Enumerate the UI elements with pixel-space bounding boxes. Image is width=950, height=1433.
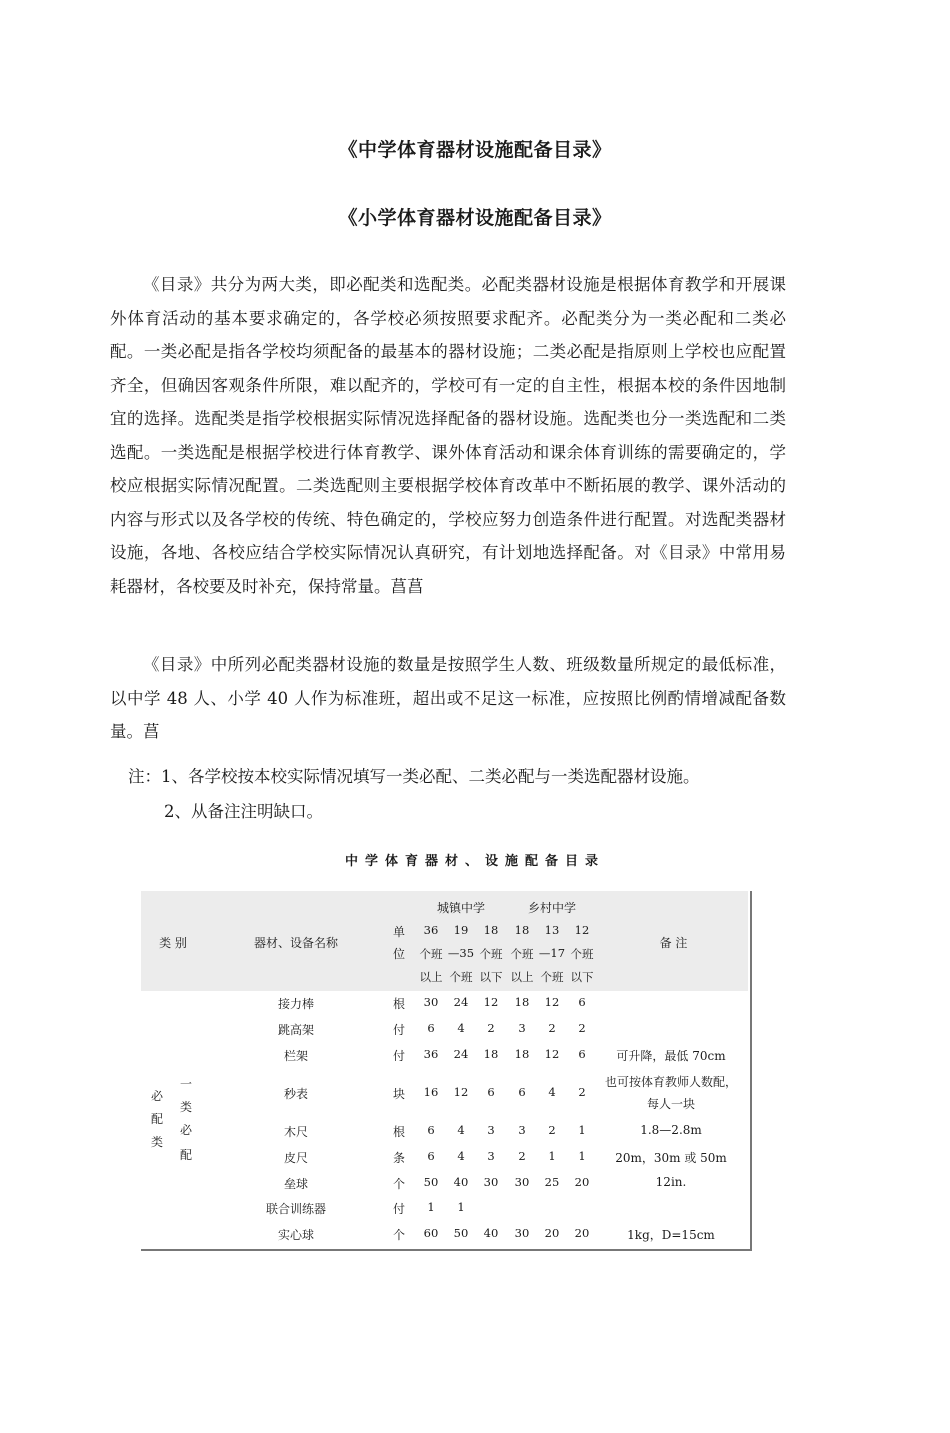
table-cell-value: 12 bbox=[453, 1085, 469, 1099]
table-cell-value: 6 bbox=[427, 1123, 435, 1137]
table-row-remark: 12in. bbox=[655, 1175, 687, 1189]
table-cell-value: 1 bbox=[457, 1200, 465, 1214]
table-cell-value: 30 bbox=[514, 1175, 530, 1189]
equipment-table bbox=[141, 891, 752, 1251]
table-cell-value: 6 bbox=[427, 1149, 435, 1163]
table-cell-value: 6 bbox=[578, 1047, 586, 1061]
table-cell-value: 50 bbox=[453, 1226, 469, 1240]
header-name: 器材、设备名称 bbox=[253, 936, 338, 950]
table-cell-value: 2 bbox=[578, 1021, 586, 1035]
header-col-2-line-1: 19 bbox=[453, 923, 469, 937]
header-urban: 城镇中学 bbox=[436, 901, 485, 915]
header-col-4-line-2: 个班 bbox=[510, 947, 534, 961]
category-minor-2: 类 bbox=[179, 1100, 192, 1114]
table-cell-value: 40 bbox=[453, 1175, 469, 1189]
table-cell-value: 1 bbox=[578, 1123, 586, 1137]
table-cell-value: 12 bbox=[483, 995, 499, 1009]
header-col-5-line-3: 个班 bbox=[540, 970, 564, 984]
header-col-5-line-1: 13 bbox=[544, 923, 560, 937]
table-row-name: 栏架 bbox=[283, 1049, 308, 1063]
table-cell-value: 2 bbox=[578, 1085, 586, 1099]
table-cell-value: 30 bbox=[423, 995, 439, 1009]
table-row-name: 垒球 bbox=[283, 1177, 308, 1191]
title-primary-school: 《小学体育器材设施配备目录》 bbox=[338, 207, 612, 229]
table-row-unit: 块 bbox=[392, 1087, 405, 1101]
standard-paragraph: 《目录》中所列必配类器材设施的数量是按照学生人数、班级数量所规定的最低标准，以中学 48 人、小学 40 人作为标准班，超出或不足这一标准，应按照比例酌情增减配备数量。菖 bbox=[110, 655, 786, 741]
table-caption: 中学体育器材、设施配备目录 bbox=[344, 854, 605, 869]
header-category: 类 别 bbox=[159, 936, 187, 950]
category-major-2: 配 bbox=[150, 1112, 163, 1126]
table-row-unit: 条 bbox=[392, 1151, 405, 1165]
table-row-name: 秒表 bbox=[283, 1087, 308, 1101]
table-cell-value: 36 bbox=[423, 1047, 439, 1061]
header-unit-1: 单 bbox=[392, 925, 405, 939]
header-col-4-line-1: 18 bbox=[514, 923, 530, 937]
table-cell-value: 1 bbox=[578, 1149, 586, 1163]
table-cell-value: 3 bbox=[518, 1021, 526, 1035]
category-minor-4: 配 bbox=[179, 1148, 192, 1162]
table-row-unit: 根 bbox=[392, 997, 405, 1011]
intro-paragraph: 《目录》共分为两大类，即必配类和选配类。必配类器材设施是根据体育教学和开展课外体育活动的基本要求确定的，各学校必须按照要求配齐。必配类分为一类必配和二类必配。一类必配是指各学校均须配备的最基本的器材设施；二类必配是指原则上学校也应配置齐全，但确因客观条件所限，难以配齐的，学校可有一定的自主性，根据本校的条件因地制宜的选择。选配类是指学校根据实际情况选择配备的器材设施。选配类也分一类选配和二类选配。一类选配是根据学校进行体育教学、课外体育活动和课余体育训练的需要确定的，学校应根据实际情况配置。二类选配则主要根据学校体育改革中不断拓展的教学、课外活动的内容与形式以及各学校的传统、特色确定的，学校应努力创造条件进行配置。对选配类器材设施，各地、各校应结合学校实际情况认真研究，有计划地选择配备。对《目录》中常用易耗器材，各校要及时补充，保持常量。菖菖 bbox=[110, 275, 786, 596]
header-col-3-line-1: 18 bbox=[483, 923, 499, 937]
header-col-1-line-2: 个班 bbox=[419, 947, 443, 961]
table-cell-value: 20 bbox=[574, 1175, 590, 1189]
table-row-remark: 20m，30m 或 50m bbox=[615, 1151, 727, 1165]
category-major-1: 必 bbox=[150, 1089, 163, 1103]
table-row-unit: 个 bbox=[392, 1228, 405, 1242]
table-row-name: 跳高架 bbox=[277, 1023, 314, 1037]
table-cell-value: 6 bbox=[427, 1021, 435, 1035]
header-col-2-line-3: 个班 bbox=[449, 970, 473, 984]
table-cell-value: 24 bbox=[453, 995, 469, 1009]
header-col-6-line-2: 个班 bbox=[570, 947, 594, 961]
table-row-name: 联合训练器 bbox=[265, 1202, 326, 1216]
table-cell-value: 16 bbox=[423, 1085, 439, 1099]
category-minor-1: 一 bbox=[179, 1077, 192, 1091]
table-cell-value: 2 bbox=[518, 1149, 526, 1163]
table-cell-value: 4 bbox=[457, 1021, 465, 1035]
table-cell-value: 18 bbox=[514, 1047, 530, 1061]
table-cell-value: 6 bbox=[518, 1085, 526, 1099]
table-cell-value: 4 bbox=[457, 1149, 465, 1163]
note-1: 注：1、各学校按本校实际情况填写一类必配、二类必配与一类选配器材设施。 bbox=[128, 767, 700, 786]
table-row-name: 皮尺 bbox=[283, 1151, 308, 1165]
header-col-6-line-3: 以下 bbox=[570, 970, 594, 984]
table-row-unit: 付 bbox=[392, 1202, 405, 1216]
table-row-unit: 个 bbox=[392, 1177, 405, 1191]
table-cell-value: 24 bbox=[453, 1047, 469, 1061]
table-cell-value: 6 bbox=[578, 995, 586, 1009]
table-cell-value: 2 bbox=[548, 1123, 556, 1137]
table-cell-value: 18 bbox=[483, 1047, 499, 1061]
header-col-2-line-2: —35 bbox=[447, 946, 475, 960]
table-cell-value: 60 bbox=[423, 1226, 439, 1240]
table-cell-value: 6 bbox=[487, 1085, 495, 1099]
table-cell-value: 3 bbox=[518, 1123, 526, 1137]
table-cell-value: 50 bbox=[423, 1175, 439, 1189]
header-col-1-line-3: 以上 bbox=[419, 970, 443, 984]
table-row-remark: 1kg，D=15cm bbox=[627, 1228, 715, 1242]
table-row-name: 接力棒 bbox=[277, 997, 314, 1011]
table-cell-value: 3 bbox=[487, 1123, 495, 1137]
table-cell-value: 20 bbox=[574, 1226, 590, 1240]
table-cell-value: 30 bbox=[483, 1175, 499, 1189]
table-cell-value: 40 bbox=[483, 1226, 499, 1240]
table-cell-value: 30 bbox=[514, 1226, 530, 1240]
table-row-unit: 付 bbox=[392, 1049, 405, 1063]
header-unit-2: 位 bbox=[392, 947, 405, 961]
table-row-remark: 也可按体育教师人数配， bbox=[604, 1075, 737, 1089]
header-col-4-line-3: 以上 bbox=[510, 970, 534, 984]
table-cell-value: 4 bbox=[457, 1123, 465, 1137]
title-middle-school: 《中学体育器材设施配备目录》 bbox=[338, 139, 612, 161]
header-remark: 备 注 bbox=[659, 936, 688, 950]
table-cell-value: 18 bbox=[514, 995, 530, 1009]
table-cell-value: 1 bbox=[427, 1200, 435, 1214]
table-cell-value: 12 bbox=[544, 995, 560, 1009]
header-col-5-line-2: —17 bbox=[538, 946, 566, 960]
table-cell-value: 20 bbox=[544, 1226, 560, 1240]
table-row-name: 实心球 bbox=[277, 1228, 314, 1242]
header-col-3-line-2: 个班 bbox=[479, 947, 503, 961]
table-cell-value: 2 bbox=[548, 1021, 556, 1035]
header-rural: 乡村中学 bbox=[527, 901, 576, 915]
header-col-1-line-1: 36 bbox=[423, 923, 439, 937]
table-row-name: 木尺 bbox=[283, 1125, 308, 1139]
table-cell-value: 3 bbox=[487, 1149, 495, 1163]
table-row-remark: 1.8—2.8m bbox=[640, 1123, 702, 1137]
category-minor-3: 必 bbox=[179, 1123, 192, 1137]
table-cell-value: 2 bbox=[487, 1021, 495, 1035]
table-row-unit: 根 bbox=[392, 1125, 405, 1139]
header-col-6-line-1: 12 bbox=[574, 923, 590, 937]
note-2: 2、从备注注明缺口。 bbox=[164, 802, 323, 821]
table-row-remark: 可升降，最低 70cm bbox=[616, 1049, 726, 1063]
table-cell-value: 1 bbox=[548, 1149, 556, 1163]
table-cell-value: 12 bbox=[544, 1047, 560, 1061]
table-cell-value: 25 bbox=[544, 1175, 560, 1189]
table-row-remark: 每人一块 bbox=[646, 1097, 695, 1111]
table-cell-value: 4 bbox=[548, 1085, 556, 1099]
table-row-unit: 付 bbox=[392, 1023, 405, 1037]
header-col-3-line-3: 以下 bbox=[479, 970, 503, 984]
category-major-3: 类 bbox=[150, 1135, 163, 1149]
